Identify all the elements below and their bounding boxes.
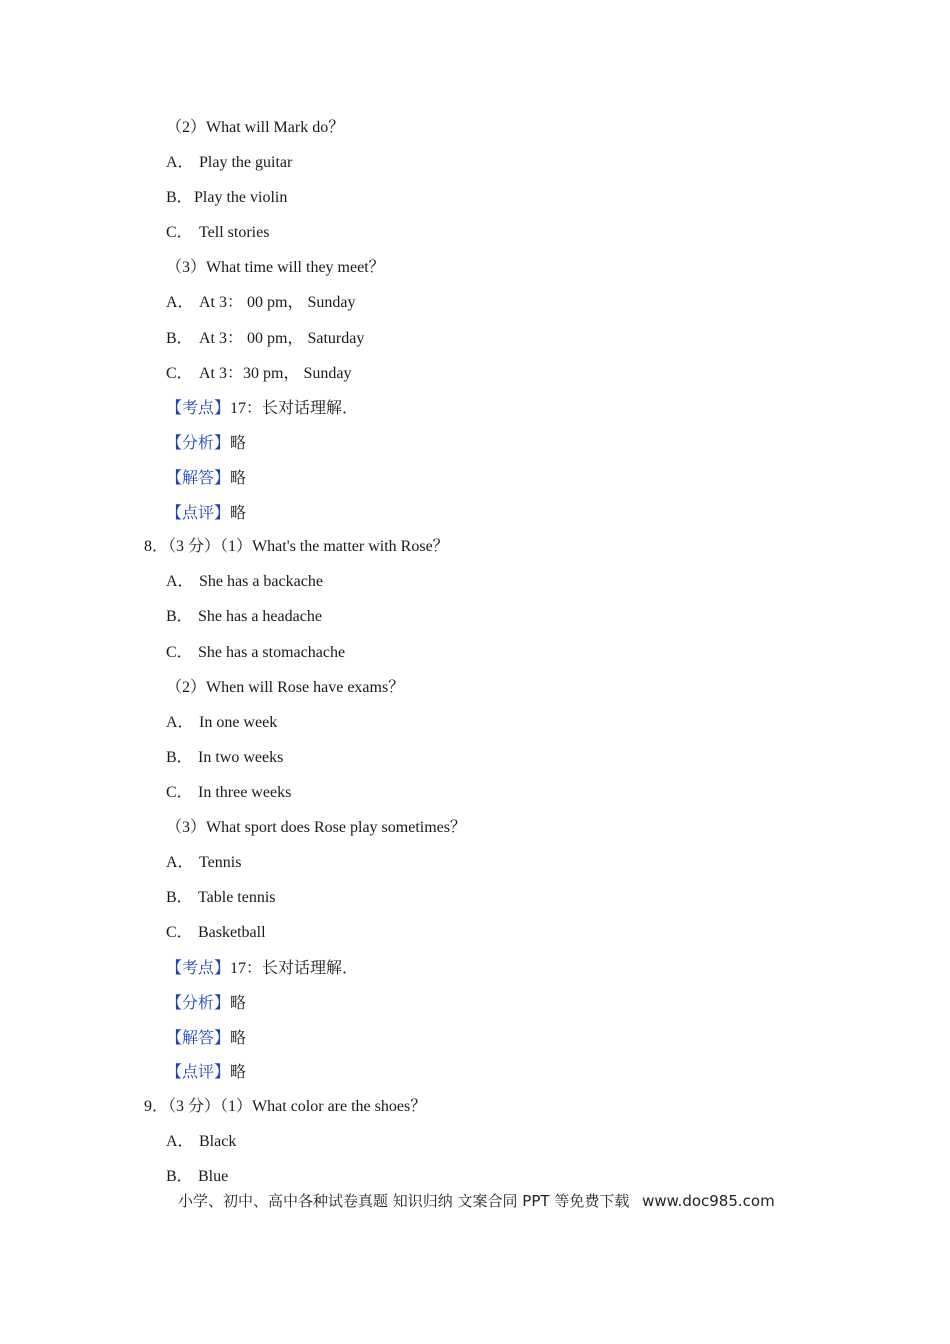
q7-sub2-option-a: A． Play the guitar [166, 154, 293, 171]
dianping-tag: 【点评】 [166, 1064, 231, 1081]
q7-sub3-option-c: C． At 3：30 pm， Sunday [166, 365, 352, 382]
jieda-tag: 【解答】 [166, 470, 231, 487]
q8-sub2-option-c: C． In three weeks [166, 784, 292, 801]
q8-header: 8．（3 分）（1）What's the matter with Rose？ [144, 538, 449, 555]
q9-score: （3 分） [168, 1098, 221, 1115]
q7-kaodian: 【考点】17：长对话理解． [166, 400, 359, 417]
q9-sub1-option-b: B． Blue [166, 1168, 229, 1185]
q9-header: 9．（3 分）（1）What color are the shoes？ [144, 1098, 427, 1115]
q7-sub2-option-b: B．Play the violin [166, 189, 288, 206]
q8-sub2-option-b: B． In two weeks [166, 749, 284, 766]
q8-score: （3 分） [168, 538, 221, 555]
kaodian-tag: 【考点】 [166, 960, 231, 977]
page-footer [178, 1190, 775, 1211]
q8-sub3-option-b: B． Table tennis [166, 889, 276, 906]
q8-sub2-question: （2）When will Rose have exams？ [166, 679, 405, 696]
q9-sub1-option-a: A． Black [166, 1133, 237, 1150]
q8-sub3-question: （3）What sport does Rose play sometimes？ [166, 819, 466, 836]
fenxi-tag: 【分析】 [166, 435, 231, 452]
q8-number: 8． [144, 538, 169, 555]
q7-dianping: 【点评】略 [166, 505, 247, 522]
footer-url: www.doc985.com [642, 1192, 775, 1210]
q8-sub1-option-c: C． She has a stomachache [166, 644, 346, 661]
q8-dianping: 【点评】略 [166, 1064, 247, 1081]
fenxi-tag: 【分析】 [166, 995, 231, 1012]
q7-jieda: 【解答】略 [166, 470, 247, 487]
q8-kaodian: 【考点】17：长对话理解． [166, 960, 359, 977]
footer-text: 小学、初中、高中各种试卷真题 知识归纳 文案合同 PPT 等免费下载 [178, 1192, 630, 1210]
q7-sub2-question: （2）What will Mark do？ [166, 119, 345, 136]
q8-sub1-option-a: A． She has a backache [166, 573, 323, 590]
jieda-tag: 【解答】 [166, 1030, 231, 1047]
q8-sub2-option-a: A． In one week [166, 714, 278, 731]
q8-sub3-option-c: C． Basketball [166, 924, 266, 941]
q8-sub3-option-a: A． Tennis [166, 854, 242, 871]
q7-sub3-question: （3）What time will they meet？ [166, 259, 385, 276]
q8-fenxi: 【分析】略 [166, 995, 247, 1012]
q8-jieda: 【解答】略 [166, 1030, 247, 1047]
q8-sub1-option-b: B． She has a headache [166, 608, 322, 625]
kaodian-tag: 【考点】 [166, 400, 231, 417]
q7-sub3-option-b: B． At 3： 00 pm， Saturday [166, 330, 365, 347]
q7-fenxi: 【分析】略 [166, 435, 247, 452]
dianping-tag: 【点评】 [166, 505, 231, 522]
q9-number: 9． [144, 1098, 169, 1115]
q7-sub2-option-c: C． Tell stories [166, 224, 270, 241]
q7-sub3-option-a: A． At 3： 00 pm， Sunday [166, 294, 356, 311]
